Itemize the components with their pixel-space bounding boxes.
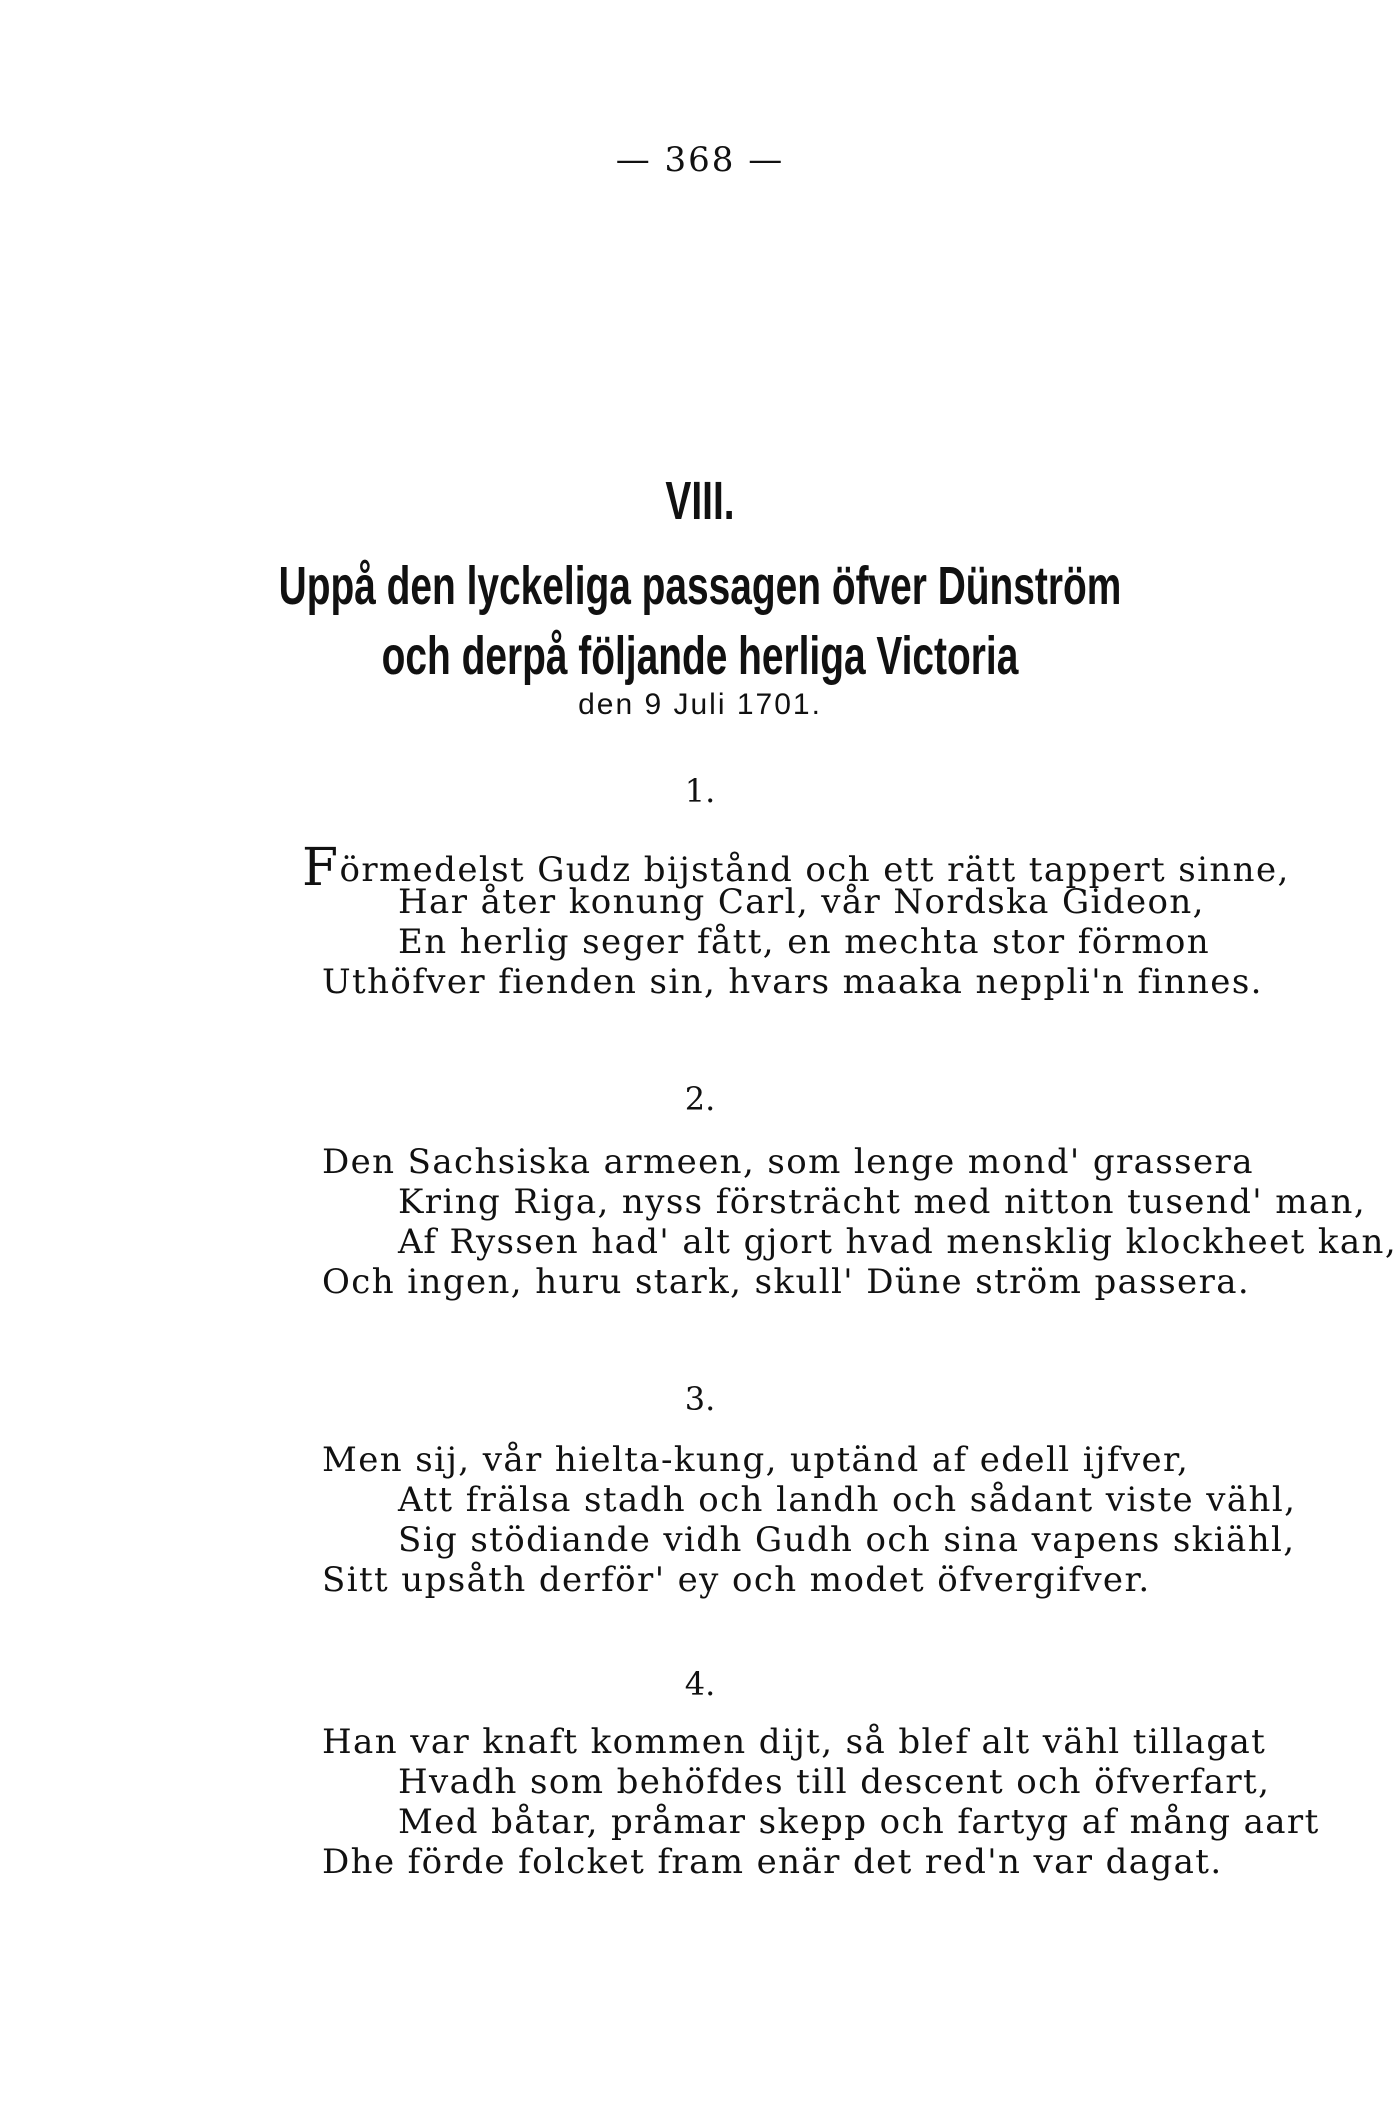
verse-line: En herlig seger fått, en mechta stor förmon (398, 922, 1211, 962)
stanza-number: 3. (684, 1380, 716, 1418)
stanza-number: 4. (684, 1665, 716, 1703)
stanza-number: 1. (684, 772, 716, 810)
drop-cap: F (302, 838, 340, 898)
verse-line: Kring Riga, nyss försträcht med nitton tusend' man, (398, 1182, 1367, 1222)
verse-line: Med båtar, pråmar skepp och fartyg af mång aart (398, 1802, 1320, 1842)
verse-line: Att frälsa stadh och landh och sådant viste vähl, (398, 1480, 1297, 1520)
verse-line: Han var knaft kommen dijt, så blef alt vähl tillagat (322, 1722, 1267, 1762)
verse-line: Men sij, vår hielta-kung, uptänd af edell ijfver, (322, 1440, 1190, 1480)
verse-line: Uthöfver fienden sin, hvars maaka neppli'n finnes. (322, 962, 1263, 1002)
poem-date: den 9 Juli 1701. (578, 688, 822, 721)
verse-line: Den Sachsiska armeen, som lenge mond' grassera (322, 1142, 1254, 1182)
poem-title-line-2: och derpå följande herliga Victoria (381, 626, 1019, 686)
page-number: — 368 — (615, 140, 785, 180)
verse-line: Sitt upsåth derför' ey och modet öfvergifver. (322, 1560, 1151, 1600)
poem-title-line-1: Uppå den lyckeliga passagen öfver Dünström (278, 556, 1122, 616)
verse-text: örmedelst Gudz bijstånd och ett rätt tappert sinne, (339, 850, 1290, 890)
verse-line: Och ingen, huru stark, skull' Düne ström passera. (322, 1262, 1251, 1302)
verse-line: Sig stödiande vidh Gudh och sina vapens skiähl, (398, 1520, 1296, 1560)
verse-line: Dhe förde folcket fram enär det red'n var dagat. (322, 1842, 1223, 1882)
stanza-number: 2. (684, 1080, 716, 1118)
verse-line: Har åter konung Carl, vår Nordska Gideon, (398, 882, 1205, 922)
verse-line: Af Ryssen had' alt gjort hvad mensklig klockheet kan, (398, 1222, 1398, 1262)
chapter-numeral: VIII. (665, 471, 735, 531)
verse-line: Hvadh som behöfdes till descent och öfverfart, (398, 1762, 1271, 1802)
